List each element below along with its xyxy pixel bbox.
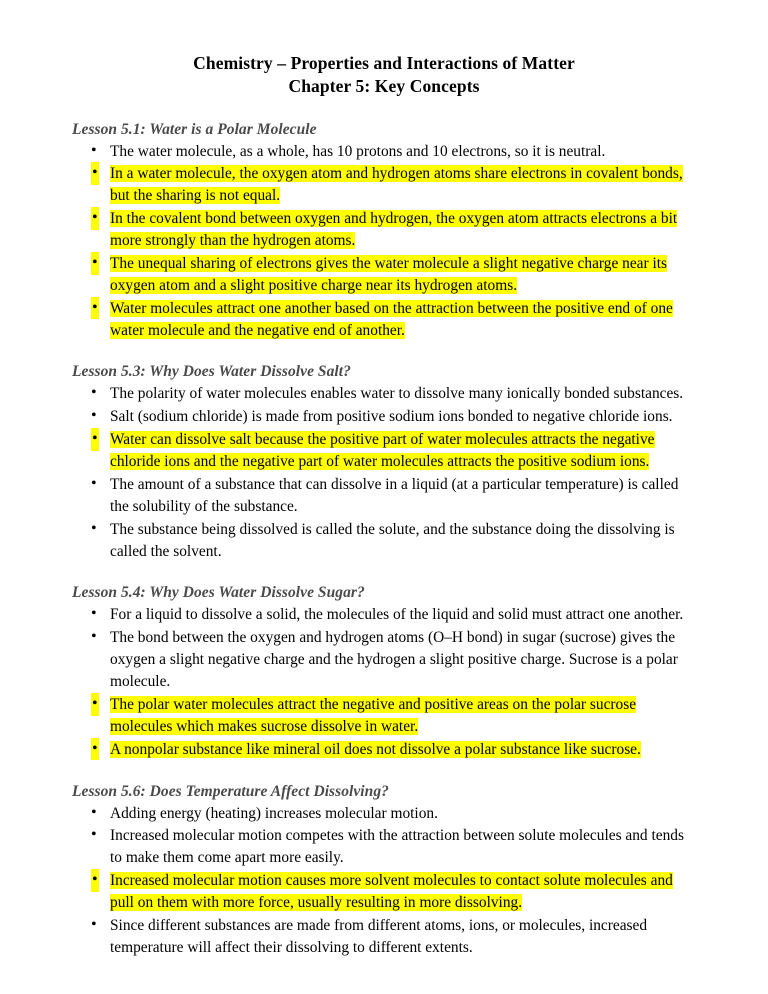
list-item [72, 803, 696, 825]
lesson-heading: Lesson 5.6: Does Temperature Affect Dissolving? [72, 782, 389, 800]
list-item [72, 825, 696, 869]
list-item-text: The substance being dissolved is called the solute, and the substance doing the dissolving is called the solvent. [110, 520, 675, 560]
lesson-section [72, 121, 696, 342]
key-concepts-list [72, 803, 696, 959]
list-item [72, 694, 696, 738]
bullet-icon: • [91, 519, 97, 537]
list-item-text: In the covalent bond between oxygen and hydrogen, the oxygen atom attracts electrons a bit more strongly than the hydrogen atoms. [110, 210, 678, 250]
list-item-text: The polar water molecules attract the negative and positive areas on the polar sucrose molecules which makes sucrose dissolve in water. [110, 695, 637, 735]
list-item-text: A nonpolar substance like mineral oil does not dissolve a polar substance like sucrose. [110, 740, 641, 758]
list-item [72, 429, 696, 473]
list-item-text: The polarity of water molecules enables water to dissolve many ionically bonded substances. [110, 385, 684, 403]
lesson-section [72, 584, 696, 760]
list-item-text: In a water molecule, the oxygen atom and hydrogen atoms share electrons in covalent bonds, but the sharing is not equal. [110, 165, 683, 205]
bullet-icon: • [91, 428, 99, 451]
list-item [72, 915, 696, 959]
list-item [72, 474, 696, 518]
bullet-icon: • [91, 474, 97, 492]
list-item-text: Increased molecular motion causes more solvent molecules to contact solute molecules and pull on them with more force, usually resulting in more dissolving. [110, 872, 673, 912]
bullet-icon: • [91, 915, 97, 933]
list-item-text: Water molecules attract one another based on the attraction between the positive end of one water molecule and the negative end of another. [110, 299, 673, 339]
list-item-text: The water molecule, as a whole, has 10 protons and 10 electrons, so it is neutral. [110, 142, 606, 160]
page-title [72, 52, 696, 99]
list-item-text: The unequal sharing of electrons gives the water molecule a slight negative charge near its oxygen atom and a slight positive charge near its hydrogen atoms. [110, 254, 667, 294]
list-item [72, 208, 696, 252]
bullet-icon: • [91, 252, 99, 275]
bullet-icon: • [91, 628, 97, 646]
list-item [72, 739, 696, 761]
key-concepts-list [72, 141, 696, 342]
list-item [72, 298, 696, 342]
bullet-icon: • [91, 141, 97, 159]
bullet-icon: • [91, 605, 97, 623]
lesson-heading: Lesson 5.4: Why Does Water Dissolve Sugar? [72, 584, 365, 602]
list-item [72, 141, 696, 163]
lessons-container [72, 121, 696, 959]
list-item-text: Salt (sodium chloride) is made from positive sodium ions bonded to negative chloride ions. [110, 408, 673, 426]
list-item-text: Adding energy (heating) increases molecular motion. [110, 804, 438, 822]
key-concepts-list [72, 604, 696, 760]
list-item [72, 627, 696, 693]
key-concepts-list [72, 383, 696, 562]
list-item [72, 253, 696, 297]
bullet-icon: • [91, 384, 97, 402]
lesson-heading: Lesson 5.3: Why Does Water Dissolve Salt? [72, 363, 351, 381]
list-item-text: The amount of a substance that can dissolve in a liquid (at a particular temperature) is called the solubility of the substance. [110, 475, 679, 515]
bullet-icon: • [91, 693, 99, 716]
list-item-text: Since different substances are made from different atoms, ions, or molecules, increased temperature will affect their dissolving to different extents. [110, 916, 648, 956]
list-item [72, 383, 696, 405]
list-item [72, 870, 696, 914]
bullet-icon: • [91, 803, 97, 821]
page-title-line-2: Chapter 5: Key Concepts [288, 76, 480, 97]
page-title-line-1: Chemistry – Properties and Interactions of Matter [193, 53, 575, 73]
list-item-text: The bond between the oxygen and hydrogen atoms (O–H bond) in sugar (sucrose) gives the oxygen a slight negative charge and the hydrogen a slight positive charge. Sucrose is a polar molecule. [110, 629, 678, 691]
list-item [72, 604, 696, 626]
list-item [72, 163, 696, 207]
list-item-text: Water can dissolve salt because the positive part of water molecules attracts the negative chloride ions and the negative part of water molecules attracts the positive sodium ions. [110, 431, 655, 471]
lesson-section [72, 783, 696, 959]
bullet-icon: • [91, 207, 99, 230]
bullet-icon: • [91, 407, 97, 425]
lesson-heading: Lesson 5.1: Water is a Polar Molecule [72, 120, 317, 138]
list-item-text: For a liquid to dissolve a solid, the molecules of the liquid and solid must attract one another. [110, 606, 684, 624]
lesson-section [72, 363, 696, 562]
bullet-icon: • [91, 738, 99, 761]
bullet-icon: • [91, 869, 99, 892]
bullet-icon: • [91, 297, 99, 320]
bullet-icon: • [91, 162, 99, 185]
list-item [72, 519, 696, 563]
list-item [72, 406, 696, 428]
list-item-text: Increased molecular motion competes with the attraction between solute molecules and tends to make them come apart more easily. [110, 827, 684, 867]
bullet-icon: • [91, 826, 97, 844]
